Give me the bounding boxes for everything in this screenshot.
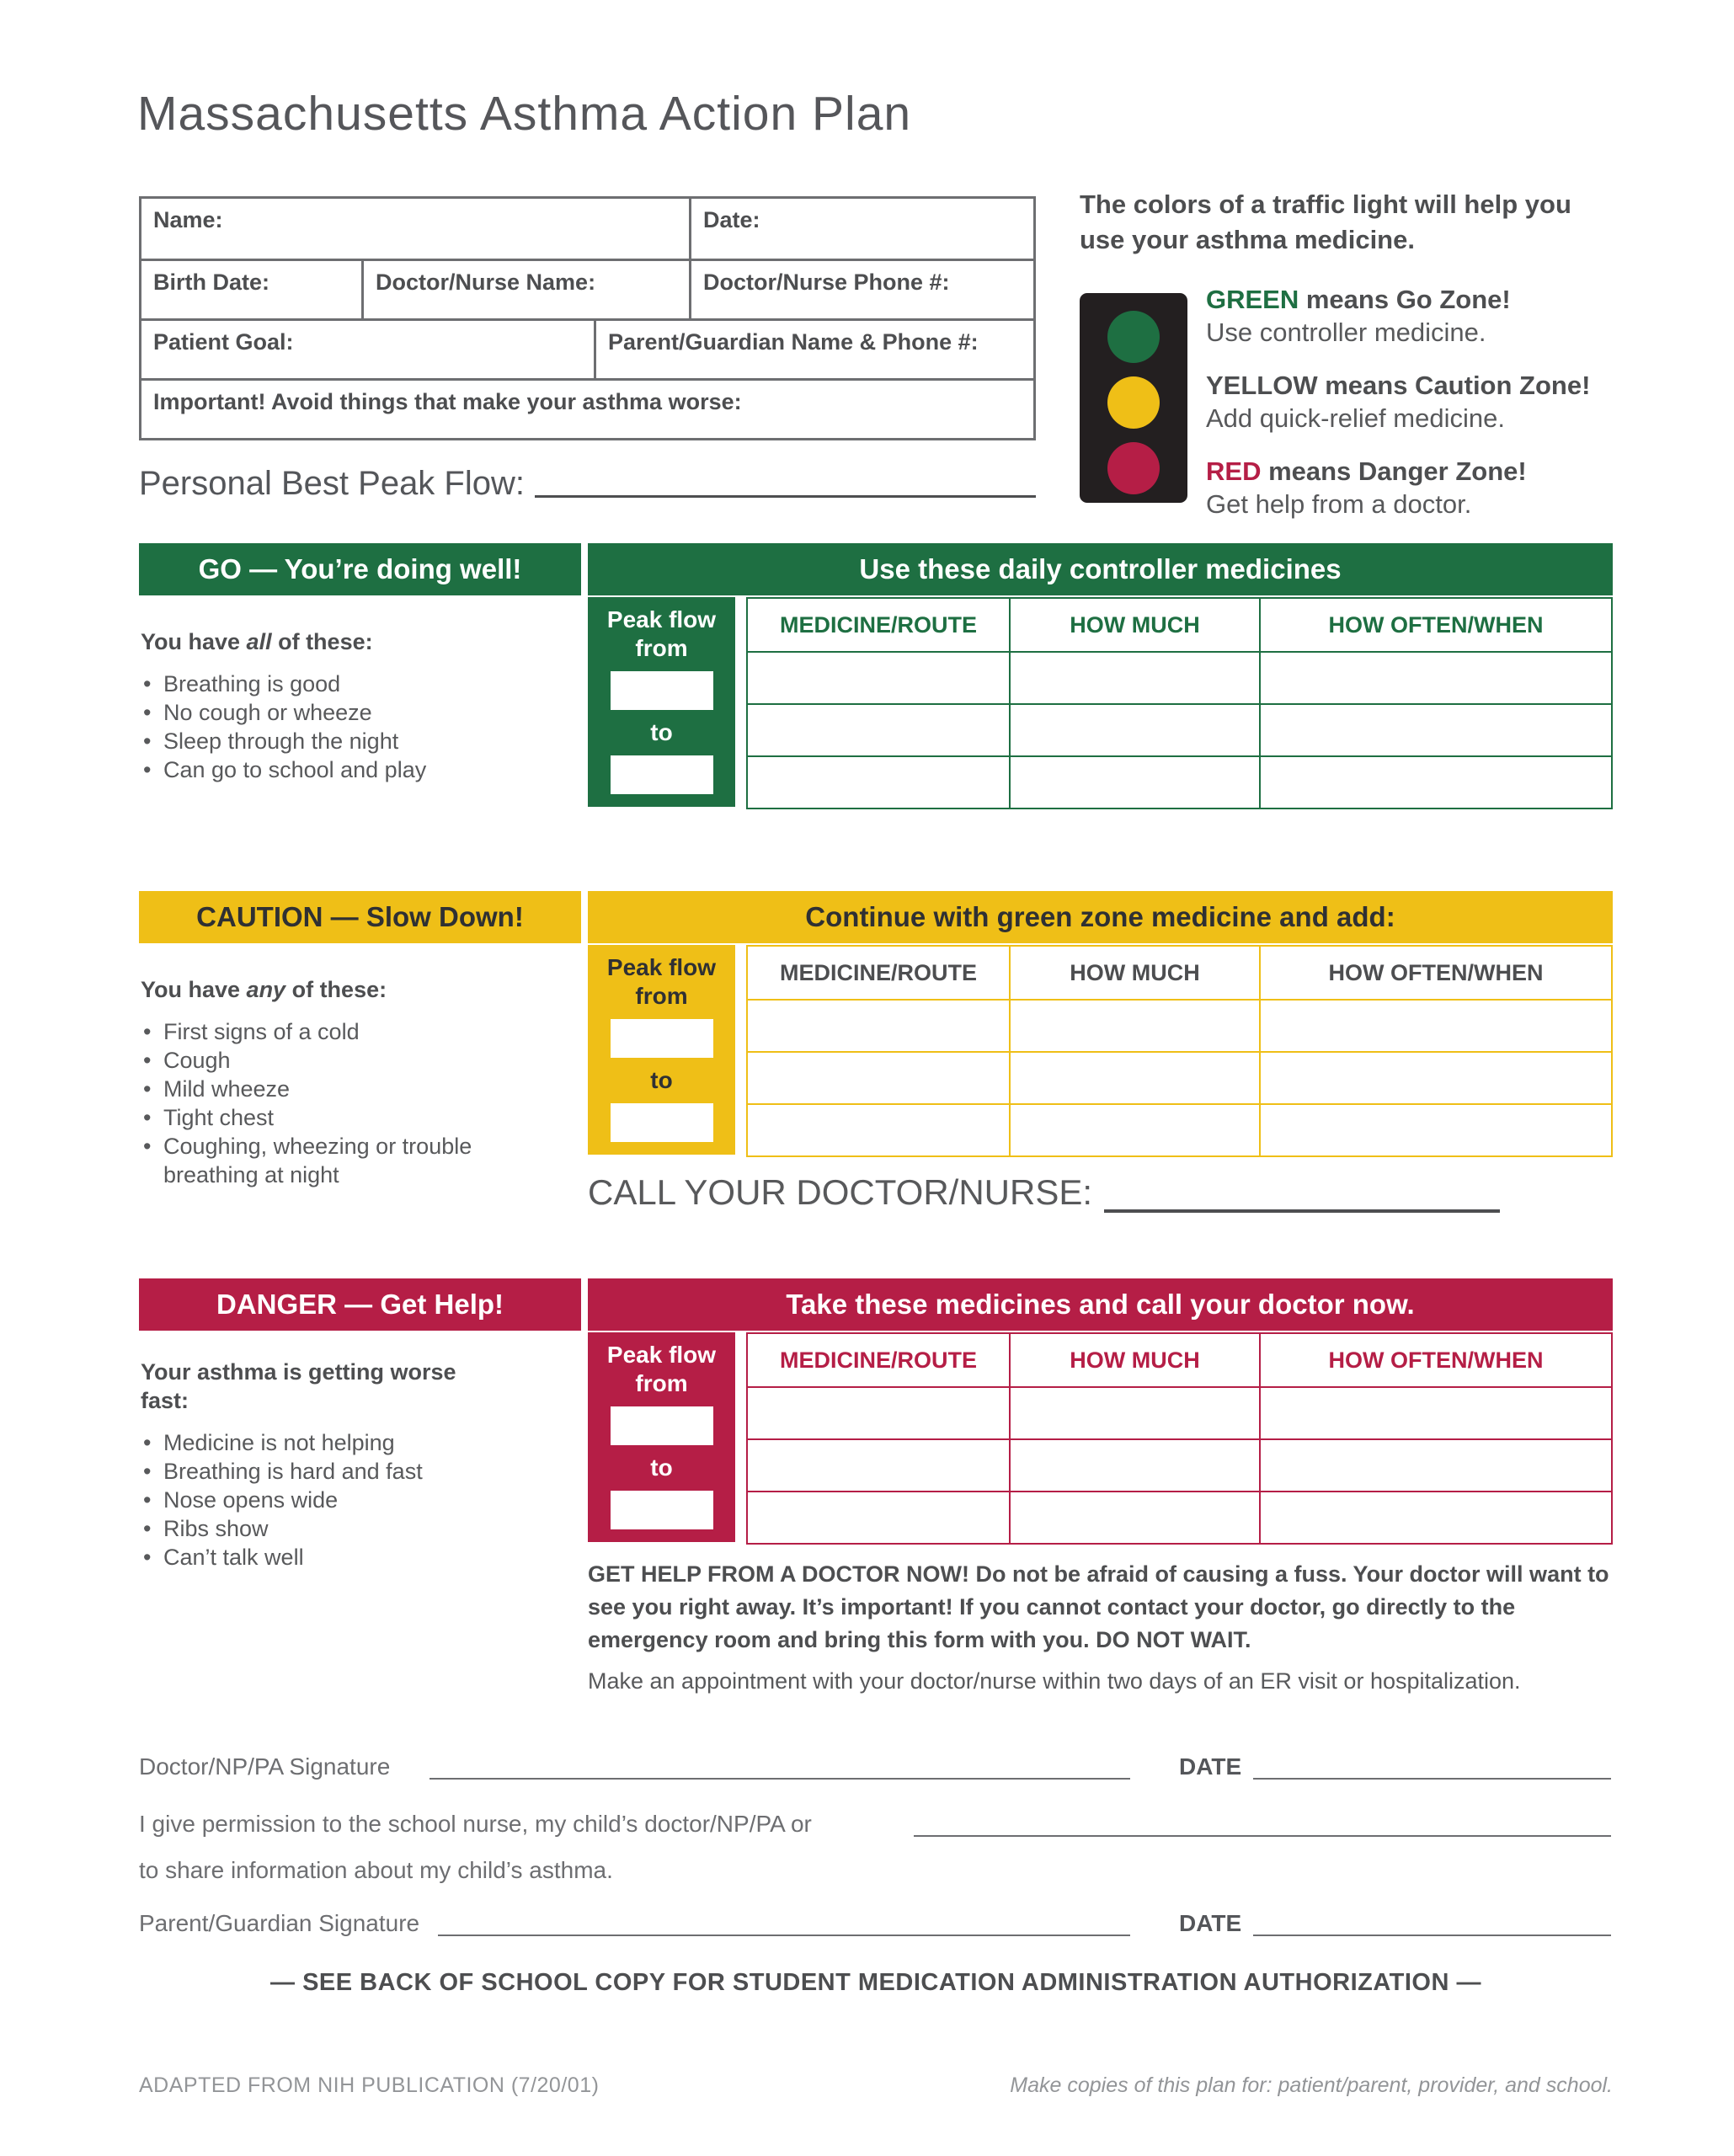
medicine-route-cell[interactable] xyxy=(748,1491,1009,1543)
avoid-triggers-field[interactable] xyxy=(141,381,1033,438)
how-much-cell[interactable] xyxy=(1009,1051,1259,1103)
peak-flow-to-label: to xyxy=(650,1067,673,1093)
date-label: Date: xyxy=(703,207,760,232)
permission-other-input[interactable] xyxy=(914,1811,1611,1837)
go-zone-header: GO — You’re doing well! xyxy=(139,543,581,595)
personal-best-peak-flow xyxy=(139,465,1036,503)
caution-zone-header: CAUTION — Slow Down! xyxy=(139,891,581,943)
parent-contact-field[interactable] xyxy=(594,321,1033,378)
list-item: • Cough xyxy=(141,1046,507,1075)
column-header: HOW OFTEN/WHEN xyxy=(1259,1334,1611,1386)
legend-word: RED xyxy=(1206,456,1262,486)
list-item: • Nose opens wide xyxy=(141,1486,507,1514)
go-zone-symptoms xyxy=(141,627,507,784)
how-often-cell[interactable] xyxy=(1259,1491,1611,1543)
column-header: MEDICINE/ROUTE xyxy=(779,959,977,985)
er-followup-note: Make an appointment with your doctor/nurse within two days of an ER visit or hospitalization. xyxy=(588,1668,1521,1694)
personal-best-peak-flow-label: Personal Best Peak Flow: xyxy=(139,465,525,502)
column-header: HOW MUCH xyxy=(1009,1334,1259,1386)
patient-goal-label: Patient Goal: xyxy=(153,329,294,355)
table-row xyxy=(141,318,1033,378)
nih-source-note: ADAPTED FROM NIH PUBLICATION (7/20/01) xyxy=(139,2073,600,2097)
medicine-route-cell[interactable] xyxy=(748,651,1009,703)
how-often-cell[interactable] xyxy=(1259,703,1611,755)
call-doctor-input[interactable] xyxy=(1104,1172,1500,1213)
peak-flow-from-label: Peak flow from xyxy=(606,606,717,661)
danger-peak-flow-sidebar xyxy=(588,1332,735,1542)
red-light-icon xyxy=(1107,442,1160,494)
traffic-light-icon xyxy=(1080,293,1187,503)
list-item: • First signs of a cold xyxy=(141,1017,507,1046)
permission-text-line1: I give permission to the school nurse, my child’s doctor/NP/PA or xyxy=(139,1811,812,1837)
go-peak-flow-sidebar xyxy=(588,597,735,807)
page-title: Massachusetts Asthma Action Plan xyxy=(137,87,912,141)
list-item: • Tight chest xyxy=(141,1103,507,1132)
legend-sub: Use controller medicine. xyxy=(1206,318,1486,347)
list-item: • No cough or wheeze xyxy=(141,698,507,727)
parent-date-input[interactable] xyxy=(1253,1910,1611,1936)
green-light-icon xyxy=(1107,311,1160,363)
danger-peak-flow-to-input[interactable] xyxy=(611,1491,713,1529)
personal-best-peak-flow-input[interactable] xyxy=(535,465,1036,498)
doctor-signature-input[interactable] xyxy=(429,1753,1130,1780)
caution-peak-flow-to-input[interactable] xyxy=(611,1103,713,1142)
legend-rest: means Caution Zone! xyxy=(1317,371,1591,400)
date-label: DATE xyxy=(1179,1910,1242,1936)
how-often-cell[interactable] xyxy=(1259,1438,1611,1491)
legend-sub: Add quick-relief medicine. xyxy=(1206,403,1505,433)
list-item: • Ribs show xyxy=(141,1514,507,1543)
parent-signature-label: Parent/Guardian Signature xyxy=(139,1910,420,1936)
peak-flow-from-label: Peak flow from xyxy=(606,954,717,1009)
how-much-cell[interactable] xyxy=(1009,703,1259,755)
column-header: HOW MUCH xyxy=(1009,947,1259,999)
column-header: HOW OFTEN/WHEN xyxy=(1259,599,1611,651)
birth-date-field[interactable] xyxy=(141,261,361,318)
caution-zone-symptoms xyxy=(141,975,507,1189)
table-row xyxy=(141,199,1033,259)
call-doctor-line xyxy=(588,1172,1500,1213)
medicine-route-cell[interactable] xyxy=(748,1103,1009,1155)
caution-peak-flow-sidebar xyxy=(588,945,735,1155)
how-much-cell[interactable] xyxy=(1009,1438,1259,1491)
parent-contact-label: Parent/Guardian Name & Phone #: xyxy=(608,329,979,355)
parent-signature-input[interactable] xyxy=(438,1910,1130,1936)
medicine-route-cell[interactable] xyxy=(748,1438,1009,1491)
list-item: • Breathing is hard and fast xyxy=(141,1457,507,1486)
list-item: • Sleep through the night xyxy=(141,727,507,755)
list-item: • Can go to school and play xyxy=(141,755,507,784)
go-zone-bullet-list xyxy=(141,670,507,784)
how-often-cell[interactable] xyxy=(1259,755,1611,808)
danger-zone-bullet-list xyxy=(141,1428,507,1572)
doctor-phone-label: Doctor/Nurse Phone #: xyxy=(703,270,950,295)
medicine-route-cell[interactable] xyxy=(748,999,1009,1051)
peak-flow-to-label: to xyxy=(650,719,673,745)
medicine-route-cell[interactable] xyxy=(748,1051,1009,1103)
traffic-intro-text: The colors of a traffic light will help you use your asthma medicine. xyxy=(1080,189,1571,254)
danger-zone-header: DANGER — Get Help! xyxy=(139,1278,581,1331)
how-often-cell[interactable] xyxy=(1259,651,1611,703)
column-header: MEDICINE/ROUTE xyxy=(779,611,977,638)
legend-item-red xyxy=(1206,455,1590,520)
list-item: • Medicine is not helping xyxy=(141,1428,507,1457)
legend-rest: means Danger Zone! xyxy=(1261,456,1527,486)
table-row xyxy=(141,378,1033,438)
list-item: • Mild wheeze xyxy=(141,1075,507,1103)
traffic-legend xyxy=(1206,283,1590,541)
call-doctor-label: CALL YOUR DOCTOR/NURSE: xyxy=(588,1172,1093,1212)
legend-word: YELLOW xyxy=(1206,371,1318,400)
danger-zone-instruction: Take these medicines and call your doctor now. xyxy=(588,1278,1613,1331)
avoid-triggers-label: Important! Avoid things that make your asthma worse: xyxy=(153,389,742,414)
doctor-phone-field[interactable] xyxy=(689,261,1033,318)
caution-zone-bullet-list xyxy=(141,1017,507,1189)
medicine-route-cell[interactable] xyxy=(748,703,1009,755)
how-often-cell[interactable] xyxy=(1259,999,1611,1051)
how-much-cell[interactable] xyxy=(1009,1386,1259,1438)
peak-flow-from-label: Peak flow from xyxy=(606,1342,717,1396)
doctor-name-field[interactable] xyxy=(361,261,689,318)
medicine-route-cell[interactable] xyxy=(748,1386,1009,1438)
see-back-notice: — SEE BACK OF SCHOOL COPY FOR STUDENT MEDICATION ADMINISTRATION AUTHORIZATION — xyxy=(270,1969,1481,1996)
legend-item-yellow xyxy=(1206,369,1590,435)
name-label: Name: xyxy=(153,207,223,232)
column-header: MEDICINE/ROUTE xyxy=(779,1347,977,1373)
caution-medicine-table xyxy=(746,945,1613,1157)
legend-item-green xyxy=(1206,283,1590,349)
doctor-name-label: Doctor/Nurse Name: xyxy=(376,270,596,295)
patient-info-table xyxy=(139,196,1036,440)
how-much-cell[interactable] xyxy=(1009,651,1259,703)
go-peak-flow-from-input[interactable] xyxy=(611,671,713,710)
caution-zone-instruction: Continue with green zone medicine and add: xyxy=(588,891,1613,943)
list-item: • Can’t talk well xyxy=(141,1543,507,1572)
how-much-cell[interactable] xyxy=(1009,999,1259,1051)
patient-goal-field[interactable] xyxy=(141,321,594,378)
caution-peak-flow-from-input[interactable] xyxy=(611,1019,713,1058)
how-much-cell[interactable] xyxy=(1009,1103,1259,1155)
how-much-cell[interactable] xyxy=(1009,1491,1259,1543)
legend-sub: Get help from a doctor. xyxy=(1206,489,1472,519)
date-label: DATE xyxy=(1179,1753,1242,1780)
go-peak-flow-to-input[interactable] xyxy=(611,755,713,794)
list-item: • Breathing is good xyxy=(141,670,507,698)
go-zone-instruction: Use these daily controller medicines xyxy=(588,543,1613,595)
yellow-light-icon xyxy=(1107,376,1160,429)
how-often-cell[interactable] xyxy=(1259,1386,1611,1438)
go-medicine-table xyxy=(746,597,1613,809)
list-item: • Coughing, wheezing or trouble breathing at night xyxy=(141,1132,507,1189)
permission-text-line2: to share information about my child’s asthma. xyxy=(139,1857,613,1883)
danger-peak-flow-from-input[interactable] xyxy=(611,1406,713,1445)
go-zone-intro: You have all of these: xyxy=(141,629,373,654)
legend-rest: means Go Zone! xyxy=(1299,285,1511,314)
date-field[interactable] xyxy=(689,199,1033,259)
danger-zone-intro: Your asthma is getting worse fast: xyxy=(141,1359,456,1413)
doctor-date-input[interactable] xyxy=(1253,1753,1611,1780)
peak-flow-to-label: to xyxy=(650,1454,673,1481)
how-often-cell[interactable] xyxy=(1259,1103,1611,1155)
danger-medicine-table xyxy=(746,1332,1613,1545)
make-copies-note: Make copies of this plan for: patient/parent, provider, and school. xyxy=(1010,2073,1613,2097)
doctor-signature-label: Doctor/NP/PA Signature xyxy=(139,1753,391,1780)
medicine-route-cell[interactable] xyxy=(748,755,1009,808)
caution-zone-intro: You have any of these: xyxy=(141,977,387,1002)
table-row xyxy=(141,259,1033,318)
legend-word: GREEN xyxy=(1206,285,1299,314)
how-often-cell[interactable] xyxy=(1259,1051,1611,1103)
column-header: HOW OFTEN/WHEN xyxy=(1259,947,1611,999)
column-header: HOW MUCH xyxy=(1009,599,1259,651)
birth-date-label: Birth Date: xyxy=(153,270,270,295)
danger-zone-symptoms xyxy=(141,1358,507,1572)
how-much-cell[interactable] xyxy=(1009,755,1259,808)
danger-warning-text: GET HELP FROM A DOCTOR NOW! Do not be afraid of causing a fuss. Your doctor will want to see you right away. It’s important! If you cannot contact your doctor, go directly to the emergency room and bring this form with you. DO NOT WAIT. xyxy=(588,1561,1609,1652)
name-field[interactable] xyxy=(141,199,689,259)
